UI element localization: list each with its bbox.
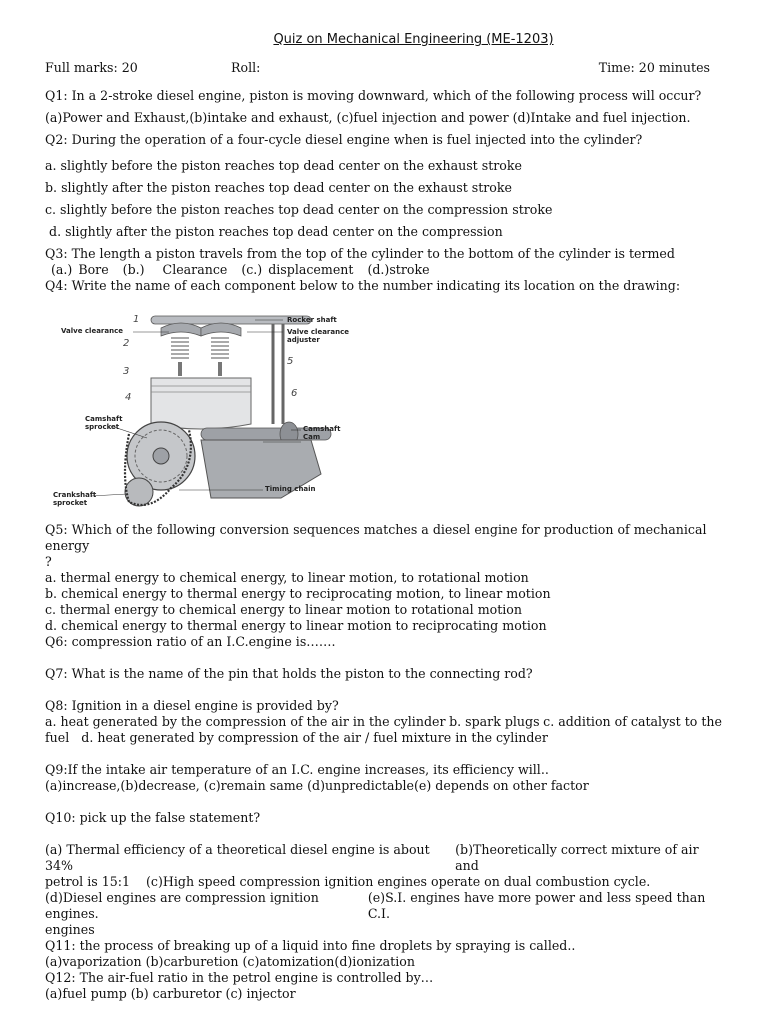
label-camshaft-sprocket-1: Camshaft (85, 415, 123, 423)
q8-option-a: a. heat generated by the compression of the air in the cylinder (45, 714, 446, 729)
q10-option-e: (e)S.I. engines have more power and less speed than C.I. (367, 890, 706, 921)
q10-line-1 (45, 842, 722, 874)
q3-options (45, 262, 722, 278)
q1-options: (a)Power and Exhaust,(b)intake and exhaust, (c)fuel injection and power (d)Intake and fuel injection. (45, 110, 691, 125)
drawing-number-6: 6 (291, 388, 298, 399)
q2-option-d: d. slightly after the piston reaches top dead center on the compression (45, 224, 503, 239)
q4-text: Q4: Write the name of each component below to the number indicating its location on the drawing: (45, 278, 681, 293)
q5-option-d: d. chemical energy to thermal energy to linear motion to reciprocating motion (45, 618, 547, 633)
q8-option-b: b. spark plugs (449, 714, 540, 729)
drawing-number-1: 1 (133, 314, 140, 325)
quiz-title: Quiz on Mechanical Engineering (ME-1203) (273, 32, 554, 47)
q3-option-c: (c.) displacement (241, 262, 354, 277)
q2-option-c: c. slightly before the piston reaches top dead center on the compression stroke (45, 202, 553, 217)
label-crankshaft-sprocket-2: sprocket (53, 499, 88, 507)
drawing-number-5: 5 (287, 356, 294, 367)
q3-option-b: (b.) Clearance (122, 262, 228, 277)
q11-options: (a)vaporization (b)carburetion (c)atomization(d)ionization (45, 954, 415, 969)
q12-options: (a)fuel pump (b) carburetor (c) injector (45, 986, 296, 1001)
drawing-number-4: 4 (125, 392, 132, 403)
roll-field: Roll: (231, 60, 261, 75)
engine-diagram (51, 306, 381, 512)
q5-text: Q5: Which of the following conversion sequences matches a diesel engine for production of mechanical energy (45, 522, 707, 553)
q10-option-d: (d)Diesel engines are compression ignition engines. (45, 890, 319, 921)
time-limit: Time: 20 minutes (598, 60, 710, 75)
label-valve-clearance-adjuster-1: Valve clearance (287, 328, 349, 336)
label-valve-clearance: Valve clearance (61, 327, 123, 335)
label-camshaft-cam-1: Camshaft (303, 425, 341, 433)
q10-option-a: (a) Thermal efficiency of a theoretical diesel engine is about 34% (45, 842, 430, 873)
q11-text: Q11: the process of breaking up of a liquid into fine droplets by spraying is called.. (45, 938, 576, 953)
q8-option-c: c. addition of catalyst to the (543, 714, 722, 729)
q12-text: Q12: The air-fuel ratio in the petrol engine is controlled by… (45, 970, 434, 985)
q9-text: Q9:If the intake air temperature of an I.C. engine increases, its efficiency will.. (45, 762, 549, 777)
q2-option-b: b. slightly after the piston reaches top dead center on the exhaust stroke (45, 180, 512, 195)
q10-line-4: engines (45, 922, 95, 937)
q10-option-c: (c)High speed compression ignition engines operate on dual combustion cycle. (146, 874, 651, 889)
q5-option-c: c. thermal energy to chemical energy to linear motion to rotational motion (45, 602, 522, 617)
q5-option-a: a. thermal energy to chemical energy, to linear motion, to rotational motion (45, 570, 529, 585)
q8-text: Q8: Ignition in a diesel engine is provided by? (45, 698, 339, 713)
q3-text: Q3: The length a piston travels from the top of the cylinder to the bottom of the cylinder is termed (45, 246, 675, 261)
q2-text: Q2: During the operation of a four-cycle diesel engine when is fuel injected into the cylinder? (45, 132, 643, 147)
quiz-page (45, 32, 722, 1002)
q7-text: Q7: What is the name of the pin that holds the piston to the connecting rod? (45, 666, 533, 681)
label-crankshaft-sprocket-1: Crankshaft (53, 491, 97, 499)
q5-text-continued: ? (45, 554, 52, 569)
q8-options-line-1 (45, 714, 722, 730)
label-timing-chain: Timing chain (265, 485, 316, 493)
q9-options: (a)increase,(b)decrease, (c)remain same (d)unpredictable(e) depends on other factor (45, 778, 589, 793)
q2-option-a: a. slightly before the piston reaches top dead center on the exhaust stroke (45, 158, 522, 173)
full-marks: Full marks: 20 (45, 60, 138, 75)
drawing-number-2: 2 (123, 338, 130, 349)
q10-option-b: (b)Theoretically correct mixture of air and (455, 842, 699, 873)
label-camshaft-sprocket-2: sprocket (85, 423, 120, 431)
q10-option-b-cont: petrol is 15:1 (45, 874, 130, 889)
q3-option-d: (d.)stroke (367, 262, 430, 277)
label-camshaft-cam-2: Cam (303, 433, 321, 441)
q6-text: Q6: compression ratio of an I.C.engine is……. (45, 634, 336, 649)
q10-text: Q10: pick up the false statement? (45, 810, 261, 825)
q3-option-a: (a.) Bore (51, 262, 109, 277)
label-rocker-shaft: Rocker shaft (287, 316, 337, 324)
q1-text: Q1: In a 2-stroke diesel engine, piston is moving downward, which of the following process will occur? (45, 88, 702, 103)
label-valve-clearance-adjuster-2: adjuster (287, 336, 320, 344)
engine-drawing (51, 306, 381, 512)
q8-options-line-2: fuel d. heat generated by compression of the air / fuel mixture in the cylinder (45, 730, 548, 745)
q5-option-b: b. chemical energy to thermal energy to reciprocating motion, to linear motion (45, 586, 551, 601)
drawing-number-3: 3 (123, 366, 130, 377)
header-meta-row (45, 60, 722, 76)
q10-line-2 (45, 874, 722, 890)
q10-line-3 (45, 890, 722, 922)
